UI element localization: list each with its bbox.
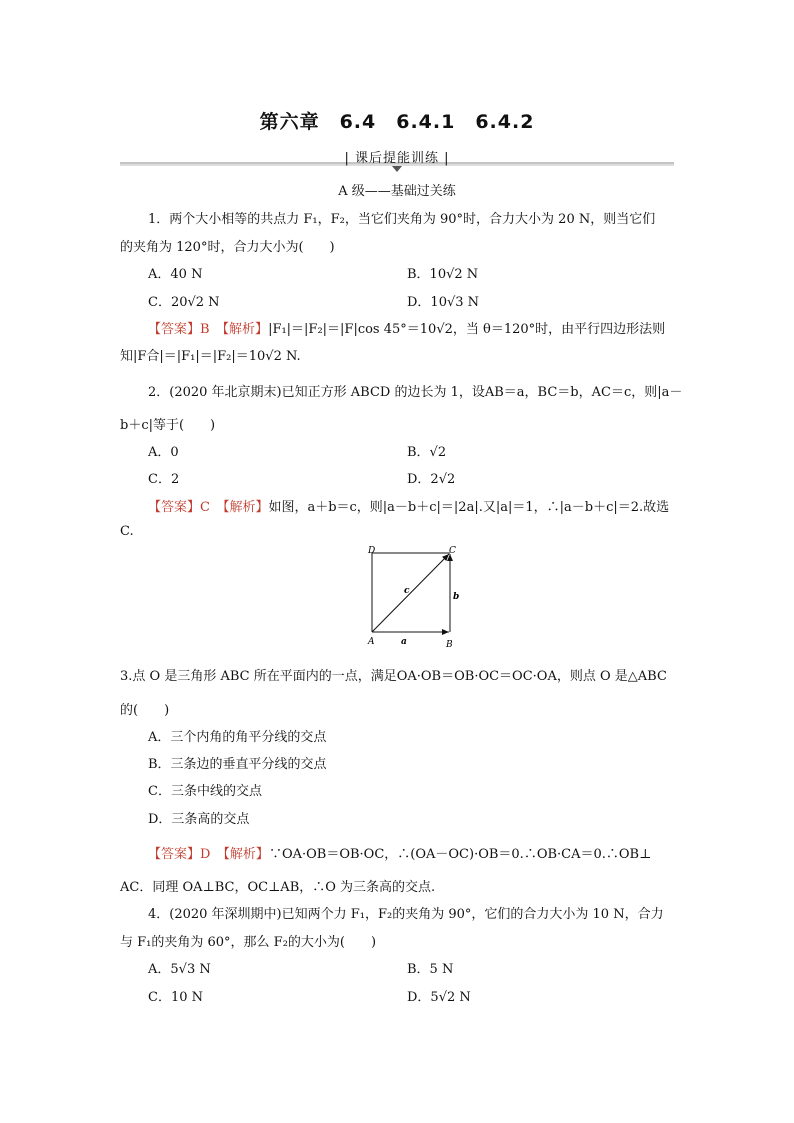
q3-option-d: D．三条高的交点 <box>148 812 250 827</box>
q2-analysis-line-2: C. <box>120 524 134 539</box>
q4-option-d: D．5√2 N <box>407 990 471 1005</box>
q3-stem-line-2: 的( ) <box>120 703 170 718</box>
q3-analysis-text: ∵OA·OB＝OB·OC，∴(OA－OC)·OB＝0.∴OB·CA＝0.∴OB⊥ <box>268 847 652 862</box>
q1-analysis-line-2: 知|F合|＝|F₁|＝|F₂|＝10√2 N. <box>120 349 301 364</box>
square-vector-figure <box>356 545 466 655</box>
q4-stem-line-2: 与 F₁的夹角为 60°，那么 F₂的大小为( ) <box>120 935 377 950</box>
q2-answer-tag: 【答案】C 【解析】 <box>148 500 269 515</box>
q1-stem-line-2: 的夹角为 120°时，合力大小为( ) <box>120 240 335 255</box>
q4-option-c: C．10 N <box>148 990 203 1005</box>
q3-option-a: A．三个内角的角平分线的交点 <box>148 730 327 745</box>
q1-stem-line-1: 1．两个大小相等的共点力 F₁，F₂，当它们夹角为 90°时，合力大小为 20 N，则当它们 <box>148 212 656 227</box>
q2-option-d: D．2√2 <box>407 472 456 487</box>
page-title: 第六章 6.4 6.4.1 6.4.2 <box>259 111 535 133</box>
q2-stem-line-1: 2．(2020 年北京期末)已知正方形 ABCD 的边长为 1，设AB＝a，BC＝b，AC＝c，则|a－ <box>148 385 683 400</box>
label-b: B <box>446 640 453 650</box>
q2-option-a: A．0 <box>148 445 179 460</box>
q3-option-c: C．三条中线的交点 <box>148 784 262 799</box>
q4-option-b: B．5 N <box>407 962 454 977</box>
q2-analysis-text: 如图，a＋b＝c，则|a－b＋c|＝|2a|.又|a|＝1，∴|a－b＋c|＝2.故选 <box>268 500 670 515</box>
q2-answer-line-1 <box>148 496 669 515</box>
label-a: A <box>368 637 375 647</box>
q3-answer-tag: 【答案】D 【解析】 <box>148 847 269 862</box>
q1-option-c: C．20√2 N <box>148 295 220 310</box>
label-vec-b: b <box>453 592 460 602</box>
vector-c <box>372 554 449 632</box>
q2-stem-line-2: b＋c|等于( ) <box>120 418 216 433</box>
section-banner <box>120 144 674 174</box>
q3-answer-line-1 <box>148 843 651 862</box>
label-vec-a: a <box>401 637 407 647</box>
q1-answer-line-1 <box>148 318 665 337</box>
q1-option-b: B．10√2 N <box>407 267 479 282</box>
banner-label: | 课后提能训练 | <box>344 151 450 166</box>
q2-option-c: C．2 <box>148 472 180 487</box>
label-d: D <box>368 546 376 556</box>
q4-option-a: A．5√3 N <box>148 962 211 977</box>
label-c: C <box>449 546 456 556</box>
q3-option-b: B．三条边的垂直平分线的交点 <box>148 757 327 772</box>
q1-analysis-text: |F₁|＝|F₂|＝|F|cos 45°＝10√2，当 θ＝120°时，由平行四边形法则 <box>268 322 666 337</box>
q4-stem-line-1: 4．(2020 年深圳期中)已知两个力 F₁，F₂的夹角为 90°，它们的合力大小为 10 N，合力 <box>148 907 664 922</box>
q1-option-a: A．40 N <box>148 267 203 282</box>
q2-option-b: B．√2 <box>407 445 447 460</box>
label-vec-c: c <box>404 586 410 596</box>
q3-stem-line-1: 3.点 O 是三角形 ABC 所在平面内的一点，满足OA·OB＝OB·OC＝OC·OA，则点 O 是△ABC <box>120 669 667 684</box>
q1-answer-tag: 【答案】B 【解析】 <box>148 322 269 337</box>
q1-option-d: D．10√3 N <box>407 295 480 310</box>
level-heading: A 级——基础过关练 <box>338 184 456 199</box>
q3-analysis-line-2: AC．同理 OA⊥BC，OC⊥AB，∴O 为三条高的交点. <box>120 880 436 895</box>
